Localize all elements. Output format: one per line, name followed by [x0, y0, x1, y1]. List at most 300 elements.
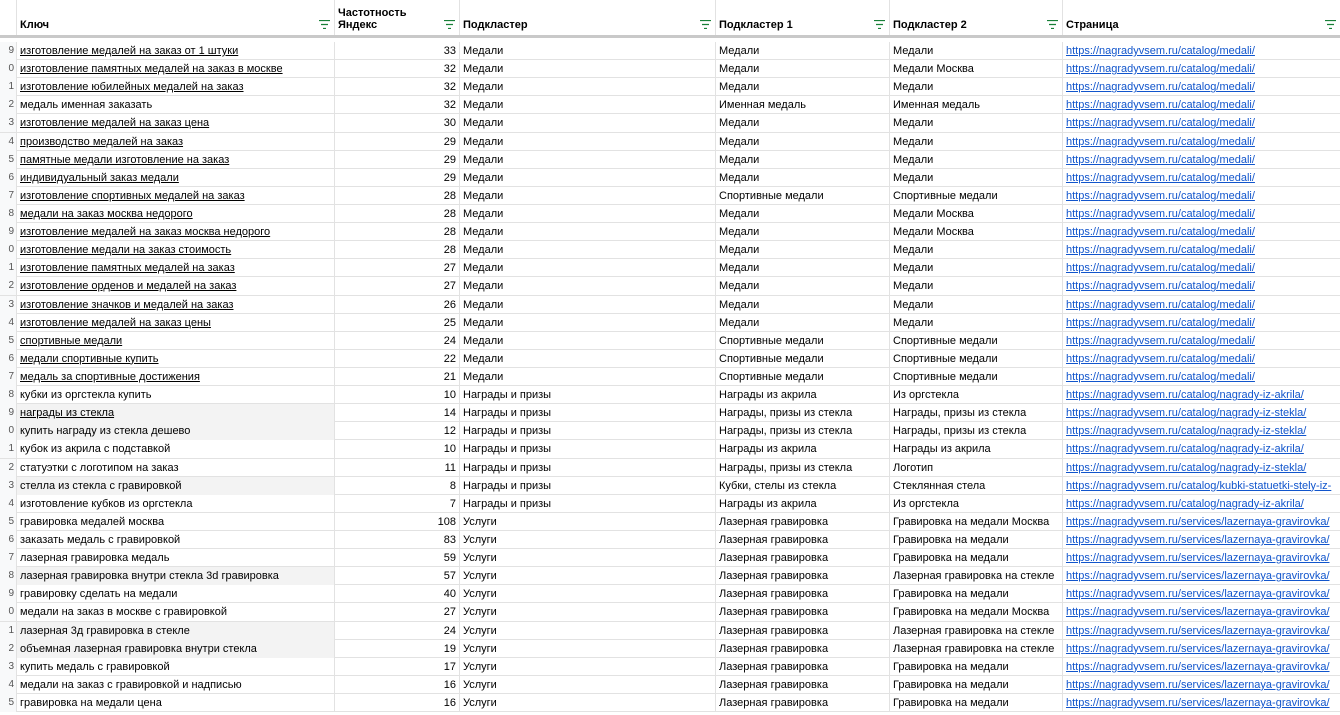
cell-freq[interactable]: [335, 658, 460, 676]
filter-icon[interactable]: [1325, 20, 1336, 29]
cell-sub2[interactable]: [890, 585, 1063, 603]
page-link[interactable]: https://nagradyvsem.ru/services/lazernaya-gravirovka/: [1066, 570, 1330, 583]
page-link[interactable]: https://nagradyvsem.ru/services/lazernaya-gravirovka/: [1066, 678, 1330, 691]
cell-sub2[interactable]: [890, 350, 1063, 368]
cell-sub1[interactable]: [716, 585, 890, 603]
cell-sub2[interactable]: [890, 259, 1063, 277]
filter-icon[interactable]: [319, 20, 330, 29]
cell-key[interactable]: [17, 549, 335, 567]
cell-freq[interactable]: [335, 259, 460, 277]
column-header-sub[interactable]: [460, 0, 716, 35]
cell-sub[interactable]: [460, 350, 716, 368]
cell-page[interactable]: [1063, 96, 1340, 114]
cell-sub[interactable]: [460, 531, 716, 549]
cell-sub1[interactable]: [716, 78, 890, 96]
cell-freq[interactable]: [335, 133, 460, 151]
cell-page[interactable]: [1063, 223, 1340, 241]
cell-freq[interactable]: [335, 314, 460, 332]
row-number[interactable]: [0, 658, 17, 676]
row-number[interactable]: [0, 513, 17, 531]
cell-key[interactable]: [17, 585, 335, 603]
filter-icon[interactable]: [444, 20, 455, 29]
column-header-key[interactable]: [17, 0, 335, 35]
row-number[interactable]: [0, 259, 17, 277]
row-number[interactable]: [0, 151, 17, 169]
cell-page[interactable]: [1063, 151, 1340, 169]
cell-sub1[interactable]: [716, 368, 890, 386]
cell-key[interactable]: [17, 42, 335, 60]
cell-sub2[interactable]: [890, 332, 1063, 350]
cell-sub2[interactable]: [890, 42, 1063, 60]
cell-key[interactable]: [17, 622, 335, 640]
row-number[interactable]: [0, 386, 17, 404]
cell-sub[interactable]: [460, 96, 716, 114]
cell-key[interactable]: [17, 314, 335, 332]
cell-sub2[interactable]: [890, 658, 1063, 676]
cell-page[interactable]: [1063, 78, 1340, 96]
cell-page[interactable]: [1063, 404, 1340, 422]
page-link[interactable]: https://nagradyvsem.ru/services/lazernaya-gravirovka/: [1066, 552, 1330, 565]
cell-sub[interactable]: [460, 640, 716, 658]
cell-key[interactable]: [17, 78, 335, 96]
cell-sub2[interactable]: [890, 277, 1063, 295]
cell-key[interactable]: [17, 477, 335, 495]
cell-freq[interactable]: [335, 459, 460, 477]
row-number[interactable]: [0, 440, 17, 458]
cell-sub[interactable]: [460, 495, 716, 513]
cell-freq[interactable]: [335, 332, 460, 350]
cell-sub1[interactable]: [716, 459, 890, 477]
cell-sub[interactable]: [460, 169, 716, 187]
cell-sub2[interactable]: [890, 78, 1063, 96]
cell-sub1[interactable]: [716, 96, 890, 114]
cell-sub1[interactable]: [716, 296, 890, 314]
cell-sub[interactable]: [460, 440, 716, 458]
cell-sub1[interactable]: [716, 640, 890, 658]
cell-sub2[interactable]: [890, 422, 1063, 440]
cell-sub[interactable]: [460, 603, 716, 621]
cell-sub1[interactable]: [716, 151, 890, 169]
cell-freq[interactable]: [335, 169, 460, 187]
cell-key[interactable]: [17, 495, 335, 513]
cell-sub[interactable]: [460, 259, 716, 277]
cell-sub[interactable]: [460, 205, 716, 223]
cell-sub1[interactable]: [716, 676, 890, 694]
frozen-row-divider[interactable]: [0, 35, 1340, 38]
cell-page[interactable]: [1063, 567, 1340, 585]
cell-sub[interactable]: [460, 567, 716, 585]
page-link[interactable]: https://nagradyvsem.ru/catalog/nagrady-iz-stekla/: [1066, 407, 1307, 420]
column-header-page[interactable]: [1063, 0, 1340, 35]
cell-key[interactable]: [17, 60, 335, 78]
cell-sub[interactable]: [460, 585, 716, 603]
cell-freq[interactable]: [335, 187, 460, 205]
cell-sub1[interactable]: [716, 187, 890, 205]
cell-key[interactable]: [17, 513, 335, 531]
cell-sub2[interactable]: [890, 640, 1063, 658]
cell-sub1[interactable]: [716, 440, 890, 458]
cell-page[interactable]: [1063, 513, 1340, 531]
cell-key[interactable]: [17, 459, 335, 477]
cell-sub1[interactable]: [716, 223, 890, 241]
cell-key[interactable]: [17, 350, 335, 368]
cell-freq[interactable]: [335, 622, 460, 640]
row-number[interactable]: [0, 42, 17, 60]
row-number[interactable]: [0, 567, 17, 585]
cell-sub1[interactable]: [716, 495, 890, 513]
cell-sub[interactable]: [460, 459, 716, 477]
cell-sub[interactable]: [460, 368, 716, 386]
cell-sub1[interactable]: [716, 314, 890, 332]
cell-key[interactable]: [17, 169, 335, 187]
cell-sub2[interactable]: [890, 241, 1063, 259]
cell-sub[interactable]: [460, 676, 716, 694]
row-number[interactable]: [0, 314, 17, 332]
page-link[interactable]: https://nagradyvsem.ru/services/lazernaya-gravirovka/: [1066, 696, 1330, 709]
cell-sub[interactable]: [460, 241, 716, 259]
page-link[interactable]: https://nagradyvsem.ru/services/lazernaya-gravirovka/: [1066, 606, 1330, 619]
page-link[interactable]: https://nagradyvsem.ru/catalog/medali/: [1066, 45, 1255, 57]
cell-sub[interactable]: [460, 78, 716, 96]
cell-freq[interactable]: [335, 640, 460, 658]
cell-freq[interactable]: [335, 531, 460, 549]
cell-key[interactable]: [17, 96, 335, 114]
cell-sub2[interactable]: [890, 151, 1063, 169]
cell-sub2[interactable]: [890, 477, 1063, 495]
row-number[interactable]: [0, 241, 17, 259]
row-number[interactable]: [0, 78, 17, 96]
cell-freq[interactable]: [335, 386, 460, 404]
cell-key[interactable]: [17, 368, 335, 386]
cell-page[interactable]: [1063, 658, 1340, 676]
cell-sub[interactable]: [460, 151, 716, 169]
cell-sub1[interactable]: [716, 42, 890, 60]
cell-sub1[interactable]: [716, 332, 890, 350]
cell-sub2[interactable]: [890, 205, 1063, 223]
cell-sub[interactable]: [460, 694, 716, 712]
cell-freq[interactable]: [335, 694, 460, 712]
cell-sub2[interactable]: [890, 96, 1063, 114]
cell-sub2[interactable]: [890, 314, 1063, 332]
cell-sub2[interactable]: [890, 531, 1063, 549]
row-number[interactable]: [0, 296, 17, 314]
cell-page[interactable]: [1063, 477, 1340, 495]
cell-key[interactable]: [17, 277, 335, 295]
page-link[interactable]: https://nagradyvsem.ru/services/lazernaya-gravirovka/: [1066, 515, 1330, 528]
cell-freq[interactable]: [335, 422, 460, 440]
page-link[interactable]: https://nagradyvsem.ru/catalog/medali/: [1066, 262, 1255, 275]
cell-sub[interactable]: [460, 658, 716, 676]
page-link[interactable]: https://nagradyvsem.ru/services/lazernaya-gravirovka/: [1066, 533, 1330, 546]
cell-sub2[interactable]: [890, 114, 1063, 132]
page-link[interactable]: https://nagradyvsem.ru/catalog/medali/: [1066, 280, 1255, 293]
row-number[interactable]: [0, 640, 17, 658]
cell-key[interactable]: [17, 640, 335, 658]
filter-icon[interactable]: [874, 20, 885, 29]
page-link[interactable]: https://nagradyvsem.ru/catalog/nagrady-iz-stekla/: [1066, 425, 1307, 438]
page-link[interactable]: https://nagradyvsem.ru/services/lazernaya-gravirovka/: [1066, 588, 1330, 601]
cell-page[interactable]: [1063, 60, 1340, 78]
column-header-sub1[interactable]: [716, 0, 890, 35]
cell-page[interactable]: [1063, 314, 1340, 332]
cell-freq[interactable]: [335, 495, 460, 513]
cell-key[interactable]: [17, 296, 335, 314]
row-number[interactable]: [0, 585, 17, 603]
page-link[interactable]: https://nagradyvsem.ru/catalog/medali/: [1066, 135, 1255, 148]
cell-freq[interactable]: [335, 513, 460, 531]
cell-freq[interactable]: [335, 114, 460, 132]
row-number[interactable]: [0, 223, 17, 241]
cell-sub2[interactable]: [890, 169, 1063, 187]
cell-sub2[interactable]: [890, 60, 1063, 78]
cell-sub[interactable]: [460, 296, 716, 314]
cell-page[interactable]: [1063, 114, 1340, 132]
cell-sub1[interactable]: [716, 133, 890, 151]
cell-sub2[interactable]: [890, 676, 1063, 694]
column-header-freq[interactable]: [335, 0, 460, 35]
page-link[interactable]: https://nagradyvsem.ru/catalog/medali/: [1066, 153, 1255, 166]
row-number[interactable]: [0, 332, 17, 350]
cell-page[interactable]: [1063, 42, 1340, 60]
row-number[interactable]: [0, 459, 17, 477]
cell-sub1[interactable]: [716, 169, 890, 187]
page-link[interactable]: https://nagradyvsem.ru/catalog/nagrady-iz-stekla/: [1066, 461, 1307, 474]
cell-page[interactable]: [1063, 205, 1340, 223]
cell-freq[interactable]: [335, 477, 460, 495]
row-number[interactable]: [0, 205, 17, 223]
cell-key[interactable]: [17, 603, 335, 621]
cell-page[interactable]: [1063, 296, 1340, 314]
cell-sub1[interactable]: [716, 477, 890, 495]
cell-page[interactable]: [1063, 133, 1340, 151]
column-header-sub2[interactable]: [890, 0, 1063, 35]
page-link[interactable]: https://nagradyvsem.ru/catalog/medali/: [1066, 370, 1255, 383]
row-number[interactable]: [0, 404, 17, 422]
cell-key[interactable]: [17, 259, 335, 277]
cell-key[interactable]: [17, 187, 335, 205]
row-number[interactable]: [0, 60, 17, 78]
cell-sub1[interactable]: [716, 531, 890, 549]
cell-freq[interactable]: [335, 603, 460, 621]
page-link[interactable]: https://nagradyvsem.ru/services/lazernaya-gravirovka/: [1066, 660, 1330, 673]
cell-freq[interactable]: [335, 78, 460, 96]
cell-key[interactable]: [17, 440, 335, 458]
cell-page[interactable]: [1063, 350, 1340, 368]
cell-page[interactable]: [1063, 169, 1340, 187]
cell-key[interactable]: [17, 386, 335, 404]
cell-sub[interactable]: [460, 549, 716, 567]
cell-freq[interactable]: [335, 549, 460, 567]
cell-sub1[interactable]: [716, 259, 890, 277]
cell-key[interactable]: [17, 241, 335, 259]
row-number[interactable]: [0, 477, 17, 495]
cell-freq[interactable]: [335, 440, 460, 458]
cell-page[interactable]: [1063, 459, 1340, 477]
page-link[interactable]: https://nagradyvsem.ru/catalog/medali/: [1066, 171, 1255, 184]
cell-sub1[interactable]: [716, 549, 890, 567]
cell-page[interactable]: [1063, 531, 1340, 549]
cell-sub2[interactable]: [890, 459, 1063, 477]
row-number[interactable]: [0, 169, 17, 187]
cell-page[interactable]: [1063, 640, 1340, 658]
cell-sub1[interactable]: [716, 114, 890, 132]
cell-freq[interactable]: [335, 296, 460, 314]
filter-icon[interactable]: [1047, 20, 1058, 29]
cell-freq[interactable]: [335, 205, 460, 223]
cell-sub2[interactable]: [890, 133, 1063, 151]
cell-sub[interactable]: [460, 314, 716, 332]
cell-sub2[interactable]: [890, 549, 1063, 567]
page-link[interactable]: https://nagradyvsem.ru/catalog/medali/: [1066, 207, 1255, 220]
cell-page[interactable]: [1063, 187, 1340, 205]
row-number[interactable]: [0, 622, 17, 640]
cell-sub1[interactable]: [716, 386, 890, 404]
cell-sub[interactable]: [460, 133, 716, 151]
cell-freq[interactable]: [335, 42, 460, 60]
cell-key[interactable]: [17, 422, 335, 440]
cell-sub[interactable]: [460, 404, 716, 422]
cell-sub[interactable]: [460, 277, 716, 295]
cell-key[interactable]: [17, 658, 335, 676]
page-link[interactable]: https://nagradyvsem.ru/catalog/medali/: [1066, 81, 1255, 94]
cell-page[interactable]: [1063, 694, 1340, 712]
cell-key[interactable]: [17, 567, 335, 585]
row-number[interactable]: [0, 114, 17, 132]
cell-freq[interactable]: [335, 223, 460, 241]
row-number[interactable]: [0, 133, 17, 151]
cell-page[interactable]: [1063, 622, 1340, 640]
cell-sub[interactable]: [460, 114, 716, 132]
cell-sub[interactable]: [460, 42, 716, 60]
page-link[interactable]: https://nagradyvsem.ru/catalog/kubki-statuetki-stely-iz-: [1066, 479, 1332, 492]
cell-sub1[interactable]: [716, 241, 890, 259]
cell-sub[interactable]: [460, 386, 716, 404]
cell-page[interactable]: [1063, 277, 1340, 295]
row-number-header[interactable]: [0, 0, 17, 35]
row-number[interactable]: [0, 422, 17, 440]
cell-sub2[interactable]: [890, 694, 1063, 712]
cell-freq[interactable]: [335, 350, 460, 368]
page-link[interactable]: https://nagradyvsem.ru/services/lazernaya-gravirovka/: [1066, 624, 1330, 637]
cell-freq[interactable]: [335, 241, 460, 259]
cell-key[interactable]: [17, 151, 335, 169]
cell-freq[interactable]: [335, 676, 460, 694]
cell-sub2[interactable]: [890, 495, 1063, 513]
cell-sub2[interactable]: [890, 187, 1063, 205]
cell-sub1[interactable]: [716, 404, 890, 422]
row-number[interactable]: [0, 603, 17, 621]
page-link[interactable]: https://nagradyvsem.ru/catalog/nagrady-iz-akrila/: [1066, 443, 1304, 456]
cell-freq[interactable]: [335, 277, 460, 295]
row-number[interactable]: [0, 495, 17, 513]
cell-page[interactable]: [1063, 422, 1340, 440]
cell-sub1[interactable]: [716, 350, 890, 368]
cell-sub[interactable]: [460, 622, 716, 640]
page-link[interactable]: https://nagradyvsem.ru/catalog/medali/: [1066, 298, 1255, 311]
cell-sub2[interactable]: [890, 440, 1063, 458]
row-number[interactable]: [0, 96, 17, 114]
cell-key[interactable]: [17, 694, 335, 712]
cell-sub[interactable]: [460, 60, 716, 78]
cell-page[interactable]: [1063, 585, 1340, 603]
page-link[interactable]: https://nagradyvsem.ru/catalog/medali/: [1066, 334, 1255, 347]
row-number[interactable]: [0, 531, 17, 549]
cell-key[interactable]: [17, 133, 335, 151]
cell-sub1[interactable]: [716, 513, 890, 531]
page-link[interactable]: https://nagradyvsem.ru/catalog/medali/: [1066, 316, 1255, 329]
page-link[interactable]: https://nagradyvsem.ru/catalog/medali/: [1066, 63, 1255, 76]
cell-sub[interactable]: [460, 477, 716, 495]
cell-page[interactable]: [1063, 241, 1340, 259]
page-link[interactable]: https://nagradyvsem.ru/catalog/medali/: [1066, 117, 1255, 130]
cell-page[interactable]: [1063, 603, 1340, 621]
cell-sub2[interactable]: [890, 404, 1063, 422]
cell-page[interactable]: [1063, 259, 1340, 277]
cell-key[interactable]: [17, 404, 335, 422]
cell-key[interactable]: [17, 676, 335, 694]
cell-sub1[interactable]: [716, 603, 890, 621]
cell-sub1[interactable]: [716, 277, 890, 295]
cell-sub1[interactable]: [716, 205, 890, 223]
cell-page[interactable]: [1063, 440, 1340, 458]
cell-key[interactable]: [17, 205, 335, 223]
cell-page[interactable]: [1063, 549, 1340, 567]
cell-sub[interactable]: [460, 332, 716, 350]
cell-key[interactable]: [17, 114, 335, 132]
cell-freq[interactable]: [335, 96, 460, 114]
page-link[interactable]: https://nagradyvsem.ru/services/lazernaya-gravirovka/: [1066, 642, 1330, 655]
cell-key[interactable]: [17, 332, 335, 350]
cell-sub1[interactable]: [716, 60, 890, 78]
cell-sub2[interactable]: [890, 296, 1063, 314]
cell-sub1[interactable]: [716, 622, 890, 640]
cell-sub2[interactable]: [890, 567, 1063, 585]
row-number[interactable]: [0, 350, 17, 368]
row-number[interactable]: [0, 694, 17, 712]
page-link[interactable]: https://nagradyvsem.ru/catalog/medali/: [1066, 352, 1255, 365]
cell-key[interactable]: [17, 531, 335, 549]
cell-sub1[interactable]: [716, 422, 890, 440]
cell-sub2[interactable]: [890, 622, 1063, 640]
page-link[interactable]: https://nagradyvsem.ru/catalog/medali/: [1066, 244, 1255, 257]
cell-sub[interactable]: [460, 422, 716, 440]
cell-page[interactable]: [1063, 386, 1340, 404]
cell-page[interactable]: [1063, 676, 1340, 694]
cell-sub1[interactable]: [716, 658, 890, 676]
cell-sub1[interactable]: [716, 694, 890, 712]
cell-key[interactable]: [17, 223, 335, 241]
cell-freq[interactable]: [335, 151, 460, 169]
page-link[interactable]: https://nagradyvsem.ru/catalog/medali/: [1066, 226, 1255, 239]
page-link[interactable]: https://nagradyvsem.ru/catalog/nagrady-iz-akrila/: [1066, 497, 1304, 510]
row-number[interactable]: [0, 277, 17, 295]
row-number[interactable]: [0, 676, 17, 694]
cell-sub2[interactable]: [890, 368, 1063, 386]
page-link[interactable]: https://nagradyvsem.ru/catalog/medali/: [1066, 189, 1255, 202]
cell-sub2[interactable]: [890, 513, 1063, 531]
page-link[interactable]: https://nagradyvsem.ru/catalog/medali/: [1066, 99, 1255, 112]
cell-sub[interactable]: [460, 187, 716, 205]
cell-sub[interactable]: [460, 513, 716, 531]
row-number[interactable]: [0, 368, 17, 386]
cell-sub1[interactable]: [716, 567, 890, 585]
cell-page[interactable]: [1063, 332, 1340, 350]
cell-sub2[interactable]: [890, 223, 1063, 241]
row-number[interactable]: [0, 187, 17, 205]
cell-sub2[interactable]: [890, 386, 1063, 404]
cell-sub[interactable]: [460, 223, 716, 241]
cell-freq[interactable]: [335, 585, 460, 603]
